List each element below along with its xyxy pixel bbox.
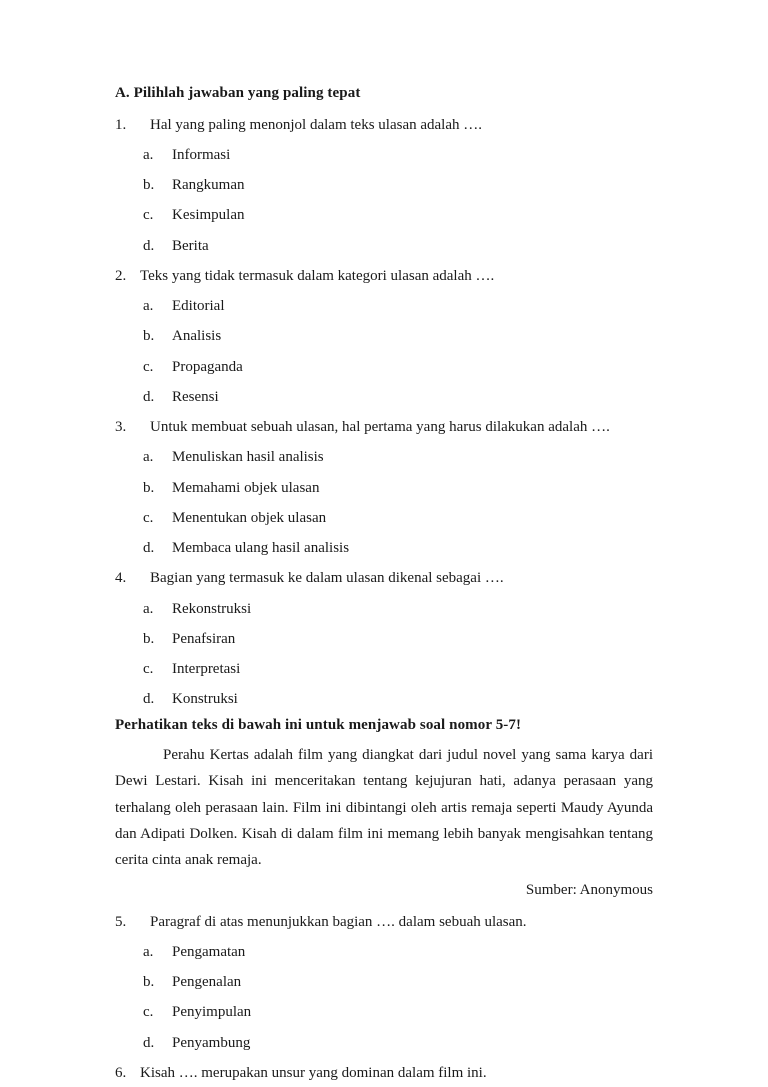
- question-5: [115, 906, 653, 936]
- option-text: Menuliskan hasil analisis: [172, 449, 324, 466]
- question-number: 1.: [115, 116, 127, 133]
- option-letter: c.: [143, 661, 154, 677]
- question-6: [115, 1057, 653, 1087]
- option-2c[interactable]: [115, 351, 653, 381]
- option-3d[interactable]: [115, 532, 653, 562]
- option-letter: d.: [143, 691, 155, 708]
- option-2b[interactable]: [115, 320, 653, 350]
- option-3b[interactable]: [115, 472, 653, 502]
- question-number: 6.: [115, 1064, 127, 1081]
- option-letter: d.: [143, 388, 155, 405]
- option-text: Rekonstruksi: [172, 600, 252, 617]
- option-letter: b.: [143, 177, 155, 193]
- option-5a[interactable]: [115, 936, 653, 966]
- question-text: Hal yang paling menonjol dalam teks ulasan adalah ….: [150, 116, 482, 133]
- option-2d[interactable]: [115, 381, 653, 411]
- option-text: Rangkuman: [172, 177, 245, 193]
- document-content: [115, 82, 653, 1087]
- option-4c[interactable]: [115, 653, 653, 683]
- reading-passage: Perahu Kertas adalah film yang diangkat dari judul novel yang sama karya dari Dewi Lestari. Kisah ini menceritakan tentang kejujuran hati, adanya perasaan yang terhalang oleh perasaan lain. Film ini dibintangi oleh artis remaja seperti Maudy Ayunda dan Adipati Dolken. Kisah di dalam film ini memang lebih banyak mengisahkan tentang cerita cinta anak remaja.: [115, 747, 653, 868]
- option-5d[interactable]: [115, 1027, 653, 1057]
- option-text: Penyimpulan: [172, 1004, 252, 1021]
- option-letter: c.: [143, 1004, 154, 1021]
- question-text: Bagian yang termasuk ke dalam ulasan dikenal sebagai ….: [150, 570, 504, 587]
- option-letter: c.: [143, 358, 154, 375]
- option-letter: d.: [143, 540, 155, 556]
- question-number: 5.: [115, 913, 127, 930]
- option-letter: d.: [143, 237, 155, 254]
- option-text: Penyambung: [172, 1034, 251, 1051]
- question-text: Kisah …. merupakan unsur yang dominan dalam film ini.: [140, 1064, 487, 1081]
- question-number: 3.: [115, 419, 127, 435]
- option-1a[interactable]: [115, 139, 653, 169]
- option-letter: b.: [143, 974, 155, 990]
- option-letter: a.: [143, 600, 154, 617]
- question-text: Paragraf di atas menunjukkan bagian …. dalam sebuah ulasan.: [150, 913, 527, 930]
- option-letter: c.: [143, 509, 154, 526]
- question-3: [115, 411, 653, 441]
- option-letter: b.: [143, 479, 155, 496]
- option-text: Pengamatan: [172, 943, 246, 960]
- option-1d[interactable]: [115, 230, 653, 260]
- option-1b[interactable]: [115, 169, 653, 199]
- option-4a[interactable]: [115, 593, 653, 623]
- option-3a[interactable]: [115, 441, 653, 471]
- option-4b[interactable]: [115, 623, 653, 653]
- question-4: [115, 562, 653, 592]
- option-4d[interactable]: [115, 683, 653, 713]
- option-text: Propaganda: [172, 358, 243, 375]
- option-2a[interactable]: [115, 290, 653, 320]
- question-number: 2.: [115, 267, 127, 284]
- option-text: Pengenalan: [172, 974, 242, 990]
- source-credit: Sumber: Anonymous: [525, 882, 653, 899]
- option-text: Kesimpulan: [172, 207, 245, 224]
- option-5b[interactable]: [115, 966, 653, 996]
- option-letter: c.: [143, 207, 154, 224]
- option-text: Resensi: [172, 388, 219, 405]
- option-text: Membaca ulang hasil analisis: [172, 540, 350, 556]
- passage-heading: Perhatikan teks di bawah ini untuk menjawab soal nomor 5-7!: [115, 716, 522, 733]
- section-heading: A. Pilihlah jawaban yang paling tepat: [115, 85, 361, 101]
- option-letter: b.: [143, 328, 155, 345]
- question-2: [115, 260, 653, 290]
- option-text: Editorial: [172, 298, 225, 314]
- question-number: 4.: [115, 570, 127, 587]
- option-letter: b.: [143, 630, 155, 647]
- option-letter: a.: [143, 146, 154, 163]
- option-letter: a.: [143, 449, 154, 466]
- option-text: Analisis: [172, 328, 222, 345]
- option-text: Konstruksi: [172, 691, 238, 708]
- question-1: [115, 109, 653, 139]
- option-letter: a.: [143, 298, 154, 314]
- option-text: Memahami objek ulasan: [172, 479, 320, 496]
- option-text: Interpretasi: [172, 661, 241, 677]
- option-letter: d.: [143, 1034, 155, 1051]
- option-text: Penafsiran: [172, 630, 236, 647]
- option-3c[interactable]: [115, 502, 653, 532]
- option-text: Berita: [172, 237, 209, 254]
- question-text: Teks yang tidak termasuk dalam kategori ulasan adalah ….: [140, 267, 495, 284]
- question-text: Untuk membuat sebuah ulasan, hal pertama yang harus dilakukan adalah ….: [150, 419, 610, 435]
- option-text: Menentukan objek ulasan: [172, 509, 327, 526]
- option-5c[interactable]: [115, 996, 653, 1026]
- option-1c[interactable]: [115, 199, 653, 229]
- option-letter: a.: [143, 943, 154, 960]
- option-text: Informasi: [172, 146, 231, 163]
